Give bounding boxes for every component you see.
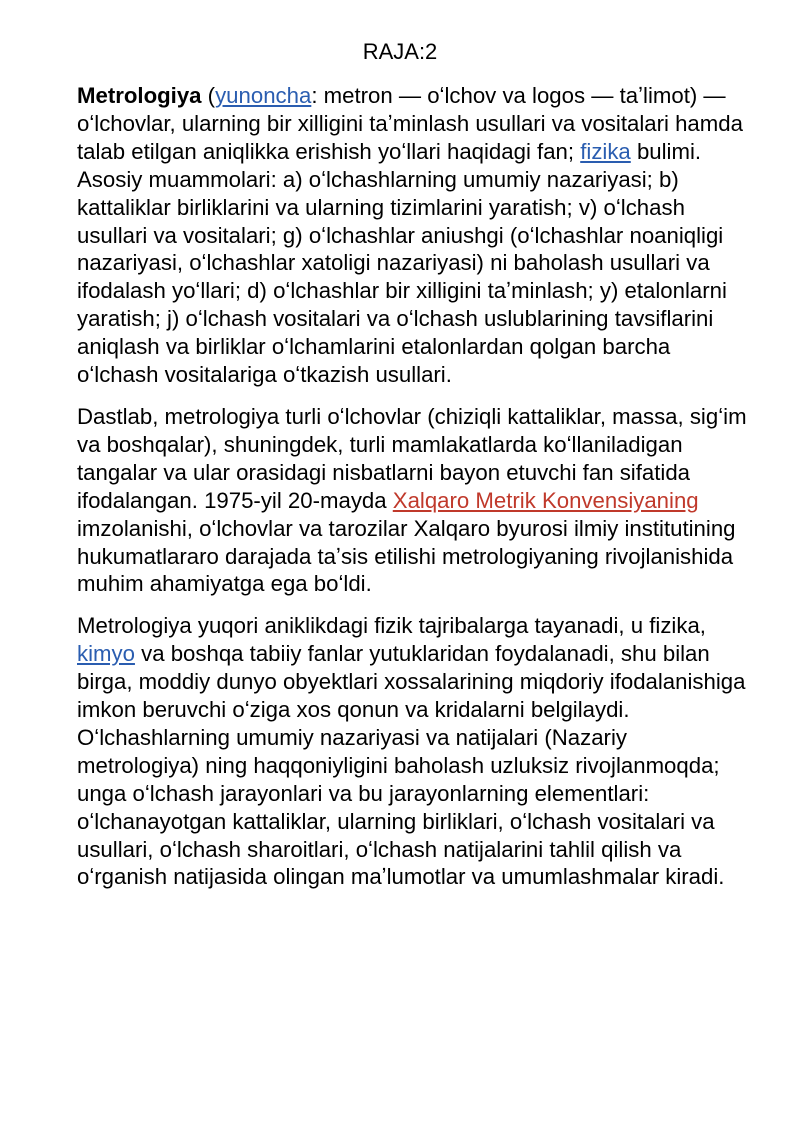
paragraph-text: Metrologiya yuqori aniklikdagi fizik tajribalarga tayanadi, u fizika, [77,613,706,639]
article-body [77,82,749,905]
link-xalqaro-metrik-konvensiya[interactable]: Xalqaro Metrik Konvensiyaning [392,487,699,513]
link-fizika[interactable]: fizika [580,138,631,164]
link-kimyo[interactable]: kimyo [77,641,135,667]
page-number-header: RAJA:2 [362,39,438,64]
paragraph-text: imzolanishi, oʻlchovlar va tarozilar Xalqaro byurosi ilmiy institutining hukumatlararo darajada taʼsis etilishi metrologiyaning rivojlanishida muhim ahamiyatga ega boʻldi. [77,515,736,597]
paragraph-text: Dastlab, metrologiya turli oʻlchovlar (chiziqli kattaliklar, massa, sigʻim va boshqalar), shuningdek, turli mamlakatlarda koʻllaniladigan tangalar va ular orasidagi nisbatlarni bayon etuvchi fan sifatida ifodalangan. 1975-yil 20-mayda [77,403,747,513]
paragraph-text: ( [201,83,216,108]
paragraph-history [77,403,749,598]
paragraph-text: : metron — oʻlchov va logos — taʼlimot) — oʻlchovlar, ularning bir xilligini taʼminlash usullari va vositalari hamda talab etilgan aniqlikka erishish yoʻllari haqidagi fan; [77,83,743,164]
paragraph-text: bulimi. Asosiy muammolari: a) oʻlchashlarning umumiy nazariyasi; b) kattaliklar birliklarini va ularning tizimlarini yaratish; v) oʻlchash usullari va vositalari; g) oʻlchashlar aniushgi (oʻlchashlar noaniqligi nazariyasi, oʻlchashlar xatoligi nazariyasi) ni baholash usullari va ifodalash yoʻllari; d) oʻlchashlar bir xilligini taʼminlash; y) etalonlarni yaratish; j) oʻlchash vositalari va oʻlchash uslublarining tavsiflarini aniqlash va birliklar oʻlchamlarini etalonlardan qolgan barcha oʻlchash vositalariga oʻtkazish usullari. [77,138,727,388]
paragraph-foundations [77,612,749,891]
link-yunoncha[interactable]: yunoncha [215,83,312,108]
paragraph-intro [77,82,749,389]
article-term: Metrologiya [77,83,202,108]
paragraph-text: va boshqa tabiiy fanlar yutuklaridan foydalanadi, shu bilan birga, moddiy dunyo obyektlari xossalarining miqdoriy ifodalanishiga imkon beruvchi oʻziga xos qonun va kridalarni belgilaydi. Oʻlchashlarning umumiy nazariyasi va natijalari (Nazariy metrologiya) ning haqqoniyligini baholash uzluksiz rivojlanmoqda; unga oʻlchash jarayonlari va bu jarayonlarning elementlari: oʻlchanayotgan kattaliklar, ularning birliklari, oʻlchash vositalari va usullari, oʻlchash sharoitlari, oʻlchash natijalarini tahlil qilish va oʻrganish natijasida olingan maʼlumotlar va umumlashmalar kiradi. [77,641,746,890]
